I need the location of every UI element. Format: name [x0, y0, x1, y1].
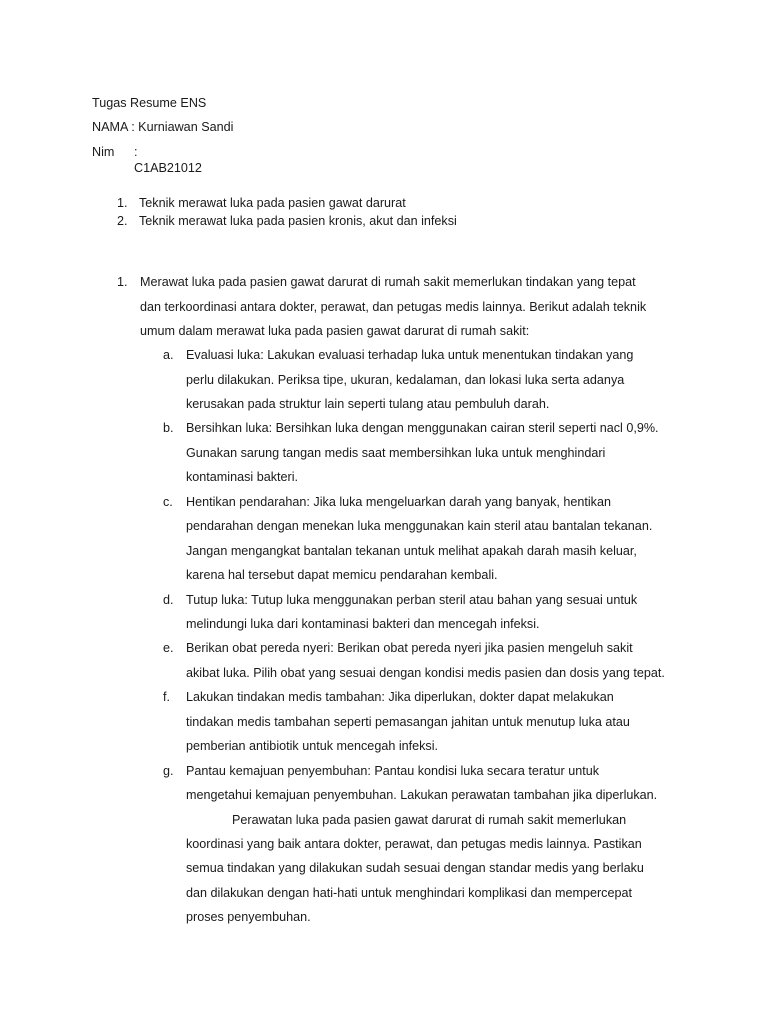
list-item-line: Jangan mengangkat bantalan tekanan untuk melihat apakah darah masih keluar, [186, 544, 637, 558]
closing-line: proses penyembuhan. [186, 910, 311, 924]
closing-line: semua tindakan yang dilakukan sudah sesuai dengan standar medis yang berlaku [186, 861, 644, 875]
list-marker: f. [163, 690, 170, 704]
list-item-line: mengetahui kemajuan penyembuhan. Lakukan perawatan tambahan jika diperlukan. [186, 788, 658, 802]
list-marker: e. [163, 641, 174, 655]
list-marker: a. [163, 348, 174, 362]
list-item-line: Pantau kemajuan penyembuhan: Pantau kondisi luka secara teratur untuk [186, 764, 600, 778]
list-marker: g. [163, 764, 174, 778]
list-item-line: tindakan medis tambahan seperti pemasangan jahitan untuk menutup luka atau [186, 715, 630, 729]
list-item-line: karena hal tersebut dapat memicu pendarahan kembali. [186, 568, 498, 582]
topic-number: 1. [117, 196, 128, 210]
topic-text: Teknik merawat luka pada pasien kronis, akut dan infeksi [139, 214, 457, 228]
list-item-line: pendarahan dengan menekan luka menggunakan kain steril atau bantalan tekanan. [186, 519, 653, 533]
list-item-line: kontaminasi bakteri. [186, 470, 298, 484]
topic-text: Teknik merawat luka pada pasien gawat darurat [139, 196, 406, 210]
list-item-line: akibat luka. Pilih obat yang sesuai dengan kondisi medis pasien dan dosis yang tepat. [186, 666, 665, 680]
list-item-line: melindungi luka dari kontaminasi bakteri dan mencegah infeksi. [186, 617, 540, 631]
nim-label: Nim [92, 145, 115, 159]
closing-line: dan dilakukan dengan hati-hati untuk menghindari komplikasi dan mempercepat [186, 886, 632, 900]
list-item-line: Lakukan tindakan medis tambahan: Jika diperlukan, dokter dapat melakukan [186, 690, 614, 704]
list-item-line: Hentikan pendarahan: Jika luka mengeluarkan darah yang banyak, hentikan [186, 495, 611, 509]
intro-line: dan terkoordinasi antara dokter, perawat, dan petugas medis lainnya. Berikut adalah teknik [140, 300, 647, 314]
list-item-line: Tutup luka: Tutup luka menggunakan perban steril atau bahan yang sesuai untuk [186, 593, 638, 607]
list-item-line: pemberian antibiotik untuk mencegah infeksi. [186, 739, 439, 753]
list-item-line: Berikan obat pereda nyeri: Berikan obat pereda nyeri jika pasien mengeluh sakit [186, 641, 633, 655]
list-item-line: Evaluasi luka: Lakukan evaluasi terhadap luka untuk menentukan tindakan yang [186, 348, 634, 362]
topic-number: 2. [117, 214, 128, 228]
list-marker: c. [163, 495, 173, 509]
list-item-line: kerusakan pada struktur lain seperti tulang atau pembuluh darah. [186, 397, 550, 411]
list-item-line: Bersihkan luka: Bersihkan luka dengan menggunakan cairan steril seperti nacl 0,9%. [186, 421, 659, 435]
list-marker: b. [163, 421, 174, 435]
closing-line: koordinasi yang baik antara dokter, perawat, dan petugas medis lainnya. Pastikan [186, 837, 642, 851]
list-marker: d. [163, 593, 174, 607]
nim-value: : C1AB21012 [134, 145, 202, 175]
list-item-line: perlu dilakukan. Periksa tipe, ukuran, kedalaman, dan lokasi luka serta adanya [186, 373, 625, 387]
student-name: NAMA : Kurniawan Sandi [92, 120, 234, 134]
intro-line: umum dalam merawat luka pada pasien gawat darurat di rumah sakit: [140, 324, 530, 338]
list-item-line: Gunakan sarung tangan medis saat membersihkan luka untuk menghindari [186, 446, 606, 460]
closing-line: Perawatan luka pada pasien gawat darurat di rumah sakit memerlukan [232, 813, 627, 827]
section-number: 1. [117, 275, 128, 289]
intro-line: Merawat luka pada pasien gawat darurat di rumah sakit memerlukan tindakan yang tepat [140, 275, 636, 289]
document-title: Tugas Resume ENS [92, 96, 207, 110]
